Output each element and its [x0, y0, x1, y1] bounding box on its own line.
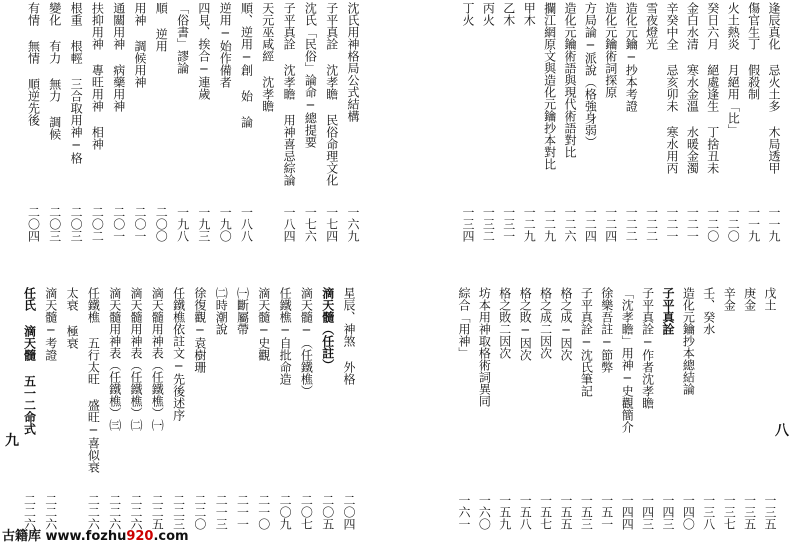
toc-entry [685, 0, 699, 244]
toc-entry-title: 沈氏「民俗」論命─總提要 [303, 2, 318, 148]
toc-entry-page: 二〇四 [342, 494, 356, 530]
toc-entry-page: 一二〇 [726, 206, 741, 242]
toc-entry [176, 0, 190, 244]
toc-entry [481, 0, 495, 244]
toc-entry-page: 二〇二 [90, 206, 105, 242]
toc-entry [240, 0, 254, 244]
toc-entry [282, 0, 296, 244]
toc-entry [321, 285, 335, 532]
toc-entry [27, 0, 41, 244]
right-page-bottom [420, 285, 793, 532]
toc-entry [86, 285, 100, 532]
toc-entry-page: 一五一 [599, 494, 614, 530]
toc-entry-page: 一二四 [583, 206, 598, 242]
toc-entry-title: 任鐵樵 五行太旺 盛旺─喜似衰 [86, 287, 101, 473]
toc-entry-page: 一四三 [640, 494, 655, 530]
toc-entry-page: 二二六 [107, 494, 122, 530]
toc-entry-page: 二二六 [22, 494, 37, 530]
toc-entry-title: 甲木 [522, 2, 537, 26]
left-page-top [0, 0, 392, 244]
toc-entry [457, 285, 471, 532]
toc-entry-title: 癸日六月 絕處逢生 丁捨丑未 [705, 2, 720, 174]
toc-entry [214, 285, 228, 532]
toc-entry [257, 285, 271, 532]
toc-entry-page: 一二二 [624, 206, 639, 242]
toc-entry-page: 二〇五 [320, 494, 335, 530]
toc-entry-title: 扶抑用神 專旺用神 相神 [90, 2, 105, 150]
toc-entry [559, 285, 573, 532]
toc-entry-page: 一二二 [644, 206, 659, 242]
toc-entry [90, 0, 104, 244]
toc-entry-page: 一二六 [563, 206, 577, 242]
toc-entry [665, 0, 679, 244]
toc-entry-page: 一二九 [542, 206, 557, 242]
toc-entry-title: 傷官生丁 假殺制 [746, 2, 761, 100]
toc-entry-page: 一九〇 [218, 206, 233, 242]
toc-entry [218, 0, 232, 244]
toc-entry-title: 子平真詮─作者沈孝瞻 [640, 287, 655, 409]
toc-entry-title: 乙木 [501, 2, 516, 26]
toc-entry-title: 子平真詮 沈孝瞻 民俗命理文化 [324, 2, 339, 186]
toc-entry [583, 0, 597, 244]
toc-entry-title: 造化元鑰抄本總結論 [681, 287, 696, 395]
toc-entry [661, 285, 675, 532]
toc-entry-page: 一八四 [282, 206, 297, 242]
toc-entry-title: 戊土 [763, 287, 777, 311]
toc-entry-page: 一八八 [239, 206, 254, 242]
toc-entry-page: 二一一 [235, 494, 250, 530]
toc-entry-page: 一五九 [497, 494, 512, 530]
toc-entry [172, 285, 186, 532]
toc-entry-page: 一二四 [603, 206, 618, 242]
toc-entry-title: 沈氏用神格局公式結構 [346, 2, 360, 122]
toc-entry-title: 丙火 [481, 2, 496, 26]
toc-entry-page: 一七四 [324, 206, 339, 242]
toc-entry [278, 285, 292, 532]
toc-entry-page: 一三二 [481, 206, 496, 242]
toc-entry-page: 一四三 [661, 494, 675, 530]
toc-entry [108, 285, 122, 532]
toc-entry [48, 0, 62, 244]
toc-entry [767, 0, 781, 244]
toc-entry-title: 順、逆用─創 始 論 [239, 2, 254, 128]
toc-entry [722, 285, 736, 532]
toc-entry-page: 一六〇 [477, 494, 492, 530]
toc-entry-page: 一二九 [522, 206, 537, 242]
toc-entry [604, 0, 618, 244]
toc-entry-title: 徐復觀─袁樹珊 [192, 287, 207, 373]
toc-entry-title: 滴天髓─（任鐵樵） [299, 287, 314, 397]
toc-entry-title: 滴天髓─考證 [43, 287, 58, 361]
toc-entry [69, 0, 83, 244]
toc-entry-title: 根重 根輕 三合取用神─格 [69, 2, 84, 164]
toc-entry [743, 285, 757, 532]
toc-entry-title: 壬、癸水 [701, 287, 716, 335]
toc-entry-title: 庚金 [742, 287, 757, 311]
toc-entry [600, 285, 614, 532]
toc-entry-title: 「俗書」謬論 [175, 2, 190, 74]
toc-entry-page: 一一九 [746, 206, 761, 242]
toc-entry-page: 二二五 [150, 494, 165, 530]
toc-entry-page: 二二六 [86, 494, 101, 530]
toc-entry-page: 二〇三 [47, 206, 62, 242]
toc-entry-page: 一五三 [579, 494, 594, 530]
toc-entry [681, 285, 695, 532]
toc-entry-title: 格之敗─因次 [518, 287, 533, 361]
toc-entry-page: 一二一 [665, 206, 679, 242]
toc-entry-page: 一三一 [501, 206, 516, 242]
toc-entry [346, 0, 360, 244]
toc-entry [539, 285, 553, 532]
toc-entry-title: 徐樂吾註─節弊 [599, 287, 614, 373]
toc-entry [303, 0, 317, 244]
toc-entry [518, 285, 532, 532]
toc-entry [624, 0, 638, 244]
toc-entry-title: 用神 調候用神 [133, 2, 147, 88]
toc-entry-title: 造化元鑰術詞探原 [603, 2, 618, 98]
toc-entry-title: 通關用神 病藥用神 [111, 2, 126, 112]
toc-entry-title: 格之成─因次 [559, 287, 573, 361]
toc-entry-title: 「沈孝瞻」用神─史觀簡介 [620, 287, 635, 433]
toc-entry-page: 一三五 [742, 494, 757, 530]
toc-entry [726, 0, 740, 244]
toc-entry [129, 285, 143, 532]
toc-entry-page: 一一九 [767, 206, 781, 242]
page-number-left: 九 [5, 433, 19, 449]
toc-entry-title: 順 逆用 [154, 2, 169, 52]
toc-entry [133, 0, 147, 244]
toc-entry-title: 金白水清 寒水金溫 水暖金濁 [685, 2, 700, 174]
toc-entry [702, 285, 716, 532]
toc-entry-title: 有情 無情 順逆先後 [26, 2, 41, 126]
toc-entry [236, 285, 250, 532]
toc-entry-page: 二〇一 [133, 206, 147, 242]
toc-entry-title: 格之敗二因次 [497, 287, 512, 359]
toc-entry-title: 子平真詮─沈氏筆記 [579, 287, 594, 397]
toc-entry [65, 285, 79, 532]
toc-entry-title: 辛金 [722, 287, 737, 311]
toc-entry-title: ㈠斷屬帶 [235, 287, 250, 335]
toc-entry [299, 285, 313, 532]
toc-entry-title: 滴天髓用神表（任鐵樵）㈡ [129, 287, 143, 431]
toc-entry-page: 一三八 [701, 494, 716, 530]
toc-entry-page: 二〇四 [26, 206, 41, 242]
toc-entry-page: 一四〇 [681, 494, 696, 530]
toc-entry-title: 造化元鑰─抄本考證 [624, 2, 639, 112]
toc-entry-title: 滴天髓─史觀 [256, 287, 271, 361]
toc-entry [502, 0, 516, 244]
toc-entry-title: 四見、挨合─連歲 [196, 2, 211, 100]
toc-entry [193, 285, 207, 532]
toc-entry-title: 辛癸中全 忌亥卯未 寒水用丙 [665, 2, 679, 174]
toc-entry-page: 一五八 [518, 494, 533, 530]
toc-entry-title: 丁火 [461, 2, 475, 26]
toc-entry-page: 一九八 [175, 206, 190, 242]
toc-entry [261, 0, 275, 244]
left-page-bottom [0, 285, 392, 532]
toc-entry-title: 星辰、神煞 外格 [342, 287, 356, 385]
toc-entry-title: 滴天髓用神表（任鐵樵）㈠ [150, 287, 165, 431]
toc-entry-title: 太衰 極衰 [65, 287, 80, 349]
toc-entry [747, 0, 761, 244]
toc-entry-title: 造化元鑰術語與現代術語對比 [563, 2, 577, 158]
toc-entry-page: 二二三 [171, 494, 186, 530]
toc-entry-title: 子平真詮 沈孝瞻 用神喜忌綜論 [282, 2, 297, 186]
toc-entry [461, 0, 475, 244]
toc-entry [44, 285, 58, 532]
toc-entry-page: 一六九 [346, 206, 360, 242]
toc-entry-title: 滴天髓用神表（任鐵樵）㈢ [107, 287, 122, 431]
toc-entry-page: 二二〇 [192, 494, 207, 530]
toc-entry [23, 285, 37, 532]
toc-entry-page: 二二六 [129, 494, 143, 530]
toc-entry [579, 285, 593, 532]
toc-entry [706, 0, 720, 244]
toc-entry-page: 二〇三 [69, 206, 84, 242]
toc-entry-page: 二二六 [43, 494, 58, 530]
right-page-top [420, 0, 793, 244]
toc-entry-page: 一九三 [196, 206, 211, 242]
toc-entry-title: 火土熱炎 月絕用「比」 [726, 2, 741, 136]
toc-entry [522, 0, 536, 244]
toc-entry-title: 天元巫咸經 沈孝瞻 [260, 2, 275, 112]
toc-entry-page: 一二一 [685, 206, 700, 242]
toc-entry [498, 285, 512, 532]
toc-entry [154, 0, 168, 244]
watermark: 古籍库 www.fozhu920.com [2, 529, 189, 544]
toc-entry-page: 一三七 [722, 494, 737, 530]
toc-entry-page: 二〇一 [111, 206, 126, 242]
toc-entry [112, 0, 126, 244]
toc-entry [543, 0, 557, 244]
toc-entry [325, 0, 339, 244]
page-number-right: 八 [775, 423, 789, 439]
toc-entry-title: 子平真詮 [661, 287, 675, 335]
toc-entry-page: 一七六 [303, 206, 318, 242]
toc-entry [197, 0, 211, 244]
toc-entry-page: 二一〇 [256, 494, 271, 530]
toc-entry-page: 一五七 [538, 494, 553, 530]
toc-entry-title: 逢辰真化 忌火土多 木局透甲 [767, 2, 781, 174]
toc-entry-page: 二〇九 [278, 494, 293, 530]
toc-entry [342, 285, 356, 532]
toc-entry-title: 變化 有力 無力 調候 [47, 2, 62, 140]
toc-entry [150, 285, 164, 532]
toc-entry-title: 格之成二因次 [538, 287, 553, 359]
toc-entry-title: 攔江網原文與造化元鑰抄本對比 [542, 2, 557, 170]
toc-entry [620, 285, 634, 532]
toc-entry-title: 任氏 滴天髓 五一二命式 [22, 287, 37, 435]
toc-entry-page: 二〇〇 [154, 206, 169, 242]
toc-entry [763, 285, 777, 532]
toc-entry-title: 方局論─派說（格強身弱） [583, 2, 598, 148]
toc-entry-page: 一三五 [763, 494, 777, 530]
toc-entry-page: 二〇七 [299, 494, 314, 530]
toc-entry-title: 坊本用神取格術詞異同 [477, 287, 492, 407]
toc-entry-page: 一五五 [559, 494, 573, 530]
toc-entry-page: 二一三 [214, 494, 229, 530]
toc-entry [563, 0, 577, 244]
toc-entry-title: 雪夜燈光 [644, 2, 659, 50]
toc-entry-title: ㈡時潮說 [214, 287, 229, 335]
toc-entry-page: 一二〇 [705, 206, 720, 242]
toc-entry-title: 滴天髓（任註） [320, 287, 335, 371]
toc-entry-page: 一四四 [620, 494, 635, 530]
toc-entry [645, 0, 659, 244]
toc-entry-page: 一六一 [457, 494, 471, 530]
toc-entry [477, 285, 491, 532]
toc-entry-title: 任鐵樵依註文─先後述序 [171, 287, 186, 421]
toc-entry-page: 一三四 [461, 206, 475, 242]
toc-entry-title: 綜合「用神」 [457, 287, 471, 359]
toc-entry [641, 285, 655, 532]
toc-entry-title: 任鐵樵─自批命造 [278, 287, 293, 385]
toc-entry-title: 逆用─始作備者 [218, 2, 233, 88]
